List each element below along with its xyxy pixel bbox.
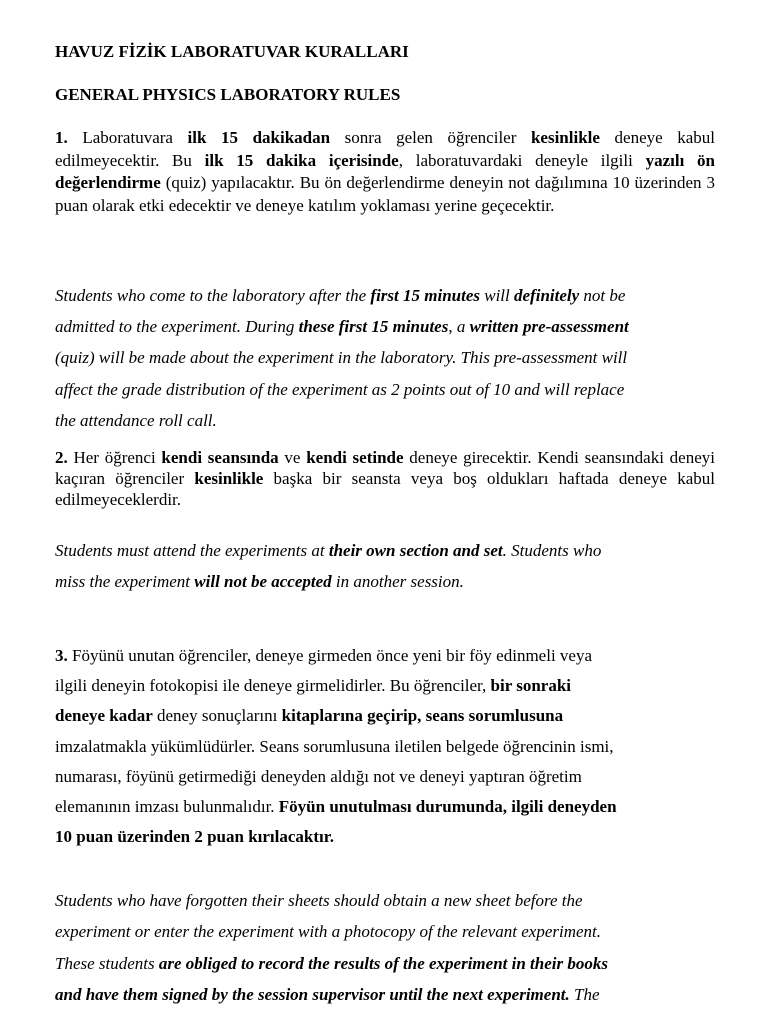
rule-1-english-line-5: the attendance roll call. (55, 411, 217, 430)
rule-3-turkish-line-7: 10 puan üzerinden 2 puan kırılacaktır. (55, 827, 334, 846)
rule-2-english-line-2: miss the experiment will not be accepted in another session. (55, 572, 464, 591)
rule-1-english-line-3: (quiz) will be made about the experiment in the laboratory. This pre-assessment will (55, 348, 628, 367)
rule-3-turkish-line-5: numarası, föyünü getirmediği deneyden aldığı not ve deneyi yaptıran öğretim (55, 767, 582, 786)
rule-3-turkish-line-2: ilgili deneyin fotokopisi ile deneye girmelidirler. Bu öğrenciler, bir sonraki (55, 676, 572, 695)
rule-1-english-line-4: affect the grade distribution of the experiment as 2 points out of 10 and will replace (55, 380, 625, 399)
rule-3-english-line-4: and have them signed by the session supervisor until the next experiment. The (55, 985, 600, 1004)
rule-3-english-line-2: experiment or enter the experiment with a photocopy of the relevant experiment. (55, 922, 602, 941)
rule-1-turkish: 1. Laboratuvara ilk 15 dakikadan sonra gelen öğrenciler kesinlikle deneye kabul edilmeyecektir. Bu ilk 15 dakika içerisinde, laboratuvardaki deneyle ilgili yazılı ön değerlendirme (quiz) yapılacaktır. Bu ön değerlendirme deneyin not dağılımına 10 üzerinden 3 puan olarak etki edecektir ve deneye katılım yoklaması yerine geçecektir. (55, 128, 716, 215)
title-turkish: HAVUZ FİZİK LABORATUVAR KURALLARI (55, 42, 409, 61)
rule-3-turkish-line-6: elemanının imzası bulunmalıdır. Föyün unutulması durumunda, ilgili deneyden (55, 797, 617, 816)
rule-1-english-line-2: admitted to the experiment. During these first 15 minutes, a written pre-assessment (55, 317, 629, 336)
rule-3-turkish-line-4: imzalatmakla yükümlüdürler. Seans sorumlusuna iletilen belgede öğrencinin ismi, (55, 737, 614, 756)
rule-1-english-line-1: Students who come to the laboratory after the first 15 minutes will definitely not be (55, 286, 626, 305)
rule-2-turkish: 2. Her öğrenci kendi seansında ve kendi setinde deneye girecektir. Kendi seansındaki deneyi kaçıran öğrenciler kesinlikle başka bir seansta veya boş oldukları haftada deneye kabul edilmeyeceklerdir. (55, 448, 715, 509)
rule-3-english-line-3: These students are obliged to record the results of the experiment in their books (55, 954, 608, 973)
title-english: GENERAL PHYSICS LABORATORY RULES (55, 85, 401, 104)
rule-3-turkish-line-3: deneye kadar deney sonuçlarını kitaplarına geçirip, seans sorumlusuna (55, 706, 564, 725)
rule-3-turkish-line-1: 3. Föyünü unutan öğrenciler, deneye girmeden önce yeni bir föy edinmeli veya (55, 646, 593, 665)
rule-3-english-line-1: Students who have forgotten their sheets should obtain a new sheet before the (55, 891, 583, 910)
rule-2-english-line-1: Students must attend the experiments at their own section and set. Students who (55, 541, 602, 560)
